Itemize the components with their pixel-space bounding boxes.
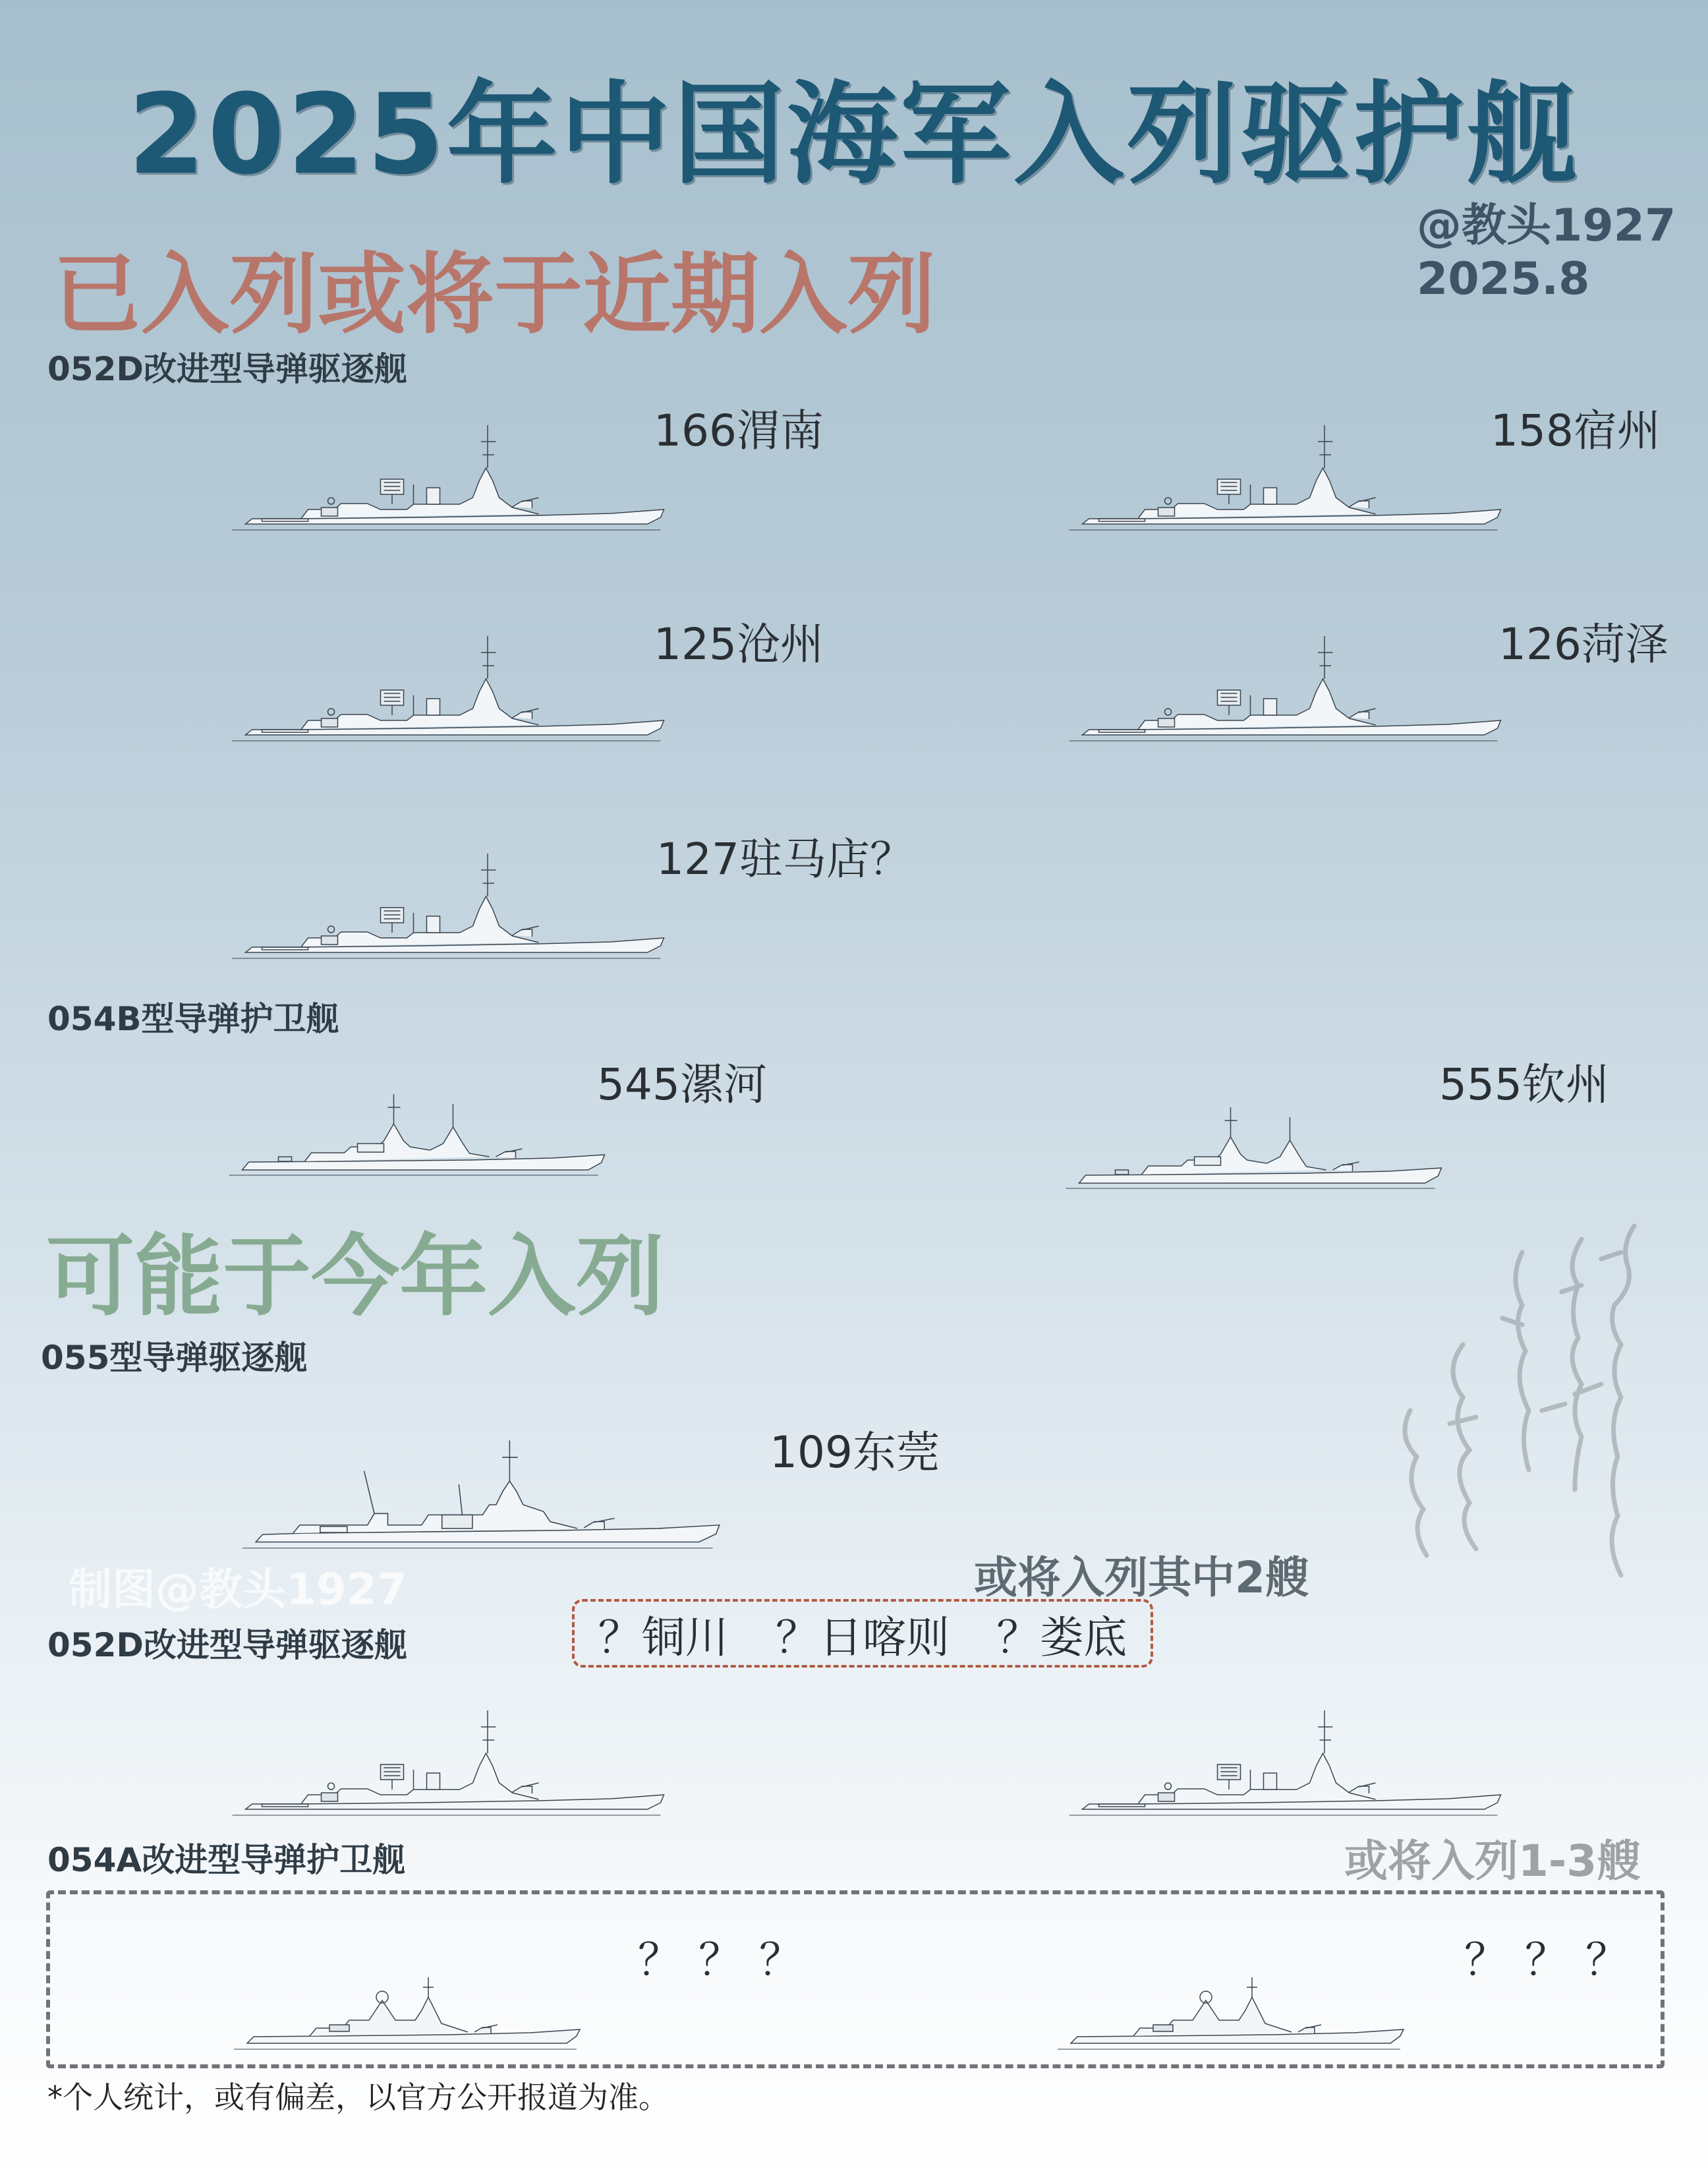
ship-545-name: 545漯河 xyxy=(597,1059,767,1110)
class-054b-label: 054B型导弹护卫舰 xyxy=(47,1000,339,1038)
author-label: @教头1927 xyxy=(1417,200,1676,252)
ship-052d-candidate-2-drawing xyxy=(890,1707,1694,1819)
note-range-ships: 或将入列1-3艘 xyxy=(1344,1836,1641,1886)
class-052d-improved-label-2: 052D改进型导弹驱逐舰 xyxy=(47,1626,407,1664)
section-commissioned-heading: 已入列或将于近期入列 xyxy=(53,242,936,346)
class-054a-improved-label: 054A改进型导弹护卫舰 xyxy=(47,1841,406,1879)
note-two-ships: 或将入列其中2艘 xyxy=(974,1552,1309,1603)
date-label: 2025.8 xyxy=(1417,253,1590,305)
candidate-name-loudi: ？娄底 xyxy=(996,1612,1127,1663)
ship-127-name: 127驻马店？ xyxy=(656,834,913,885)
class-052d-improved-label: 052D改进型导弹驱逐舰 xyxy=(47,350,407,388)
ship-109-name: 109东莞 xyxy=(770,1427,940,1478)
ship-126-name: 126菏泽 xyxy=(1498,619,1668,670)
watermark: 制图@教头1927 xyxy=(69,1564,407,1615)
footnote: *个人统计，或有偏差，以官方公开报道为准。 xyxy=(47,2080,669,2115)
ship-158-name: 158宿州 xyxy=(1491,405,1661,456)
candidate-name-tongchuan: ？铜川 xyxy=(598,1612,729,1663)
ship-125-name: 125沧州 xyxy=(654,619,824,670)
ship-555-name: 555钦州 xyxy=(1439,1059,1609,1110)
page-title: 2025年中国海军入列驱护舰 xyxy=(128,70,1580,199)
candidate-name-rikaze: ？日喀则 xyxy=(775,1612,950,1663)
section-possible-heading: 可能于今年入列 xyxy=(46,1224,665,1328)
candidate-names-box xyxy=(572,1599,1153,1668)
unknown-marks-2: ？？？ xyxy=(1464,1935,1646,1985)
ship-166-name: 166渭南 xyxy=(654,405,824,456)
class-055-label: 055型导弹驱逐舰 xyxy=(41,1339,308,1377)
unknown-marks-1: ？？？ xyxy=(638,1935,820,1985)
calligraphy-inscription-image xyxy=(1384,1213,1661,1635)
ship-052d-candidate-1-drawing xyxy=(53,1707,857,1819)
